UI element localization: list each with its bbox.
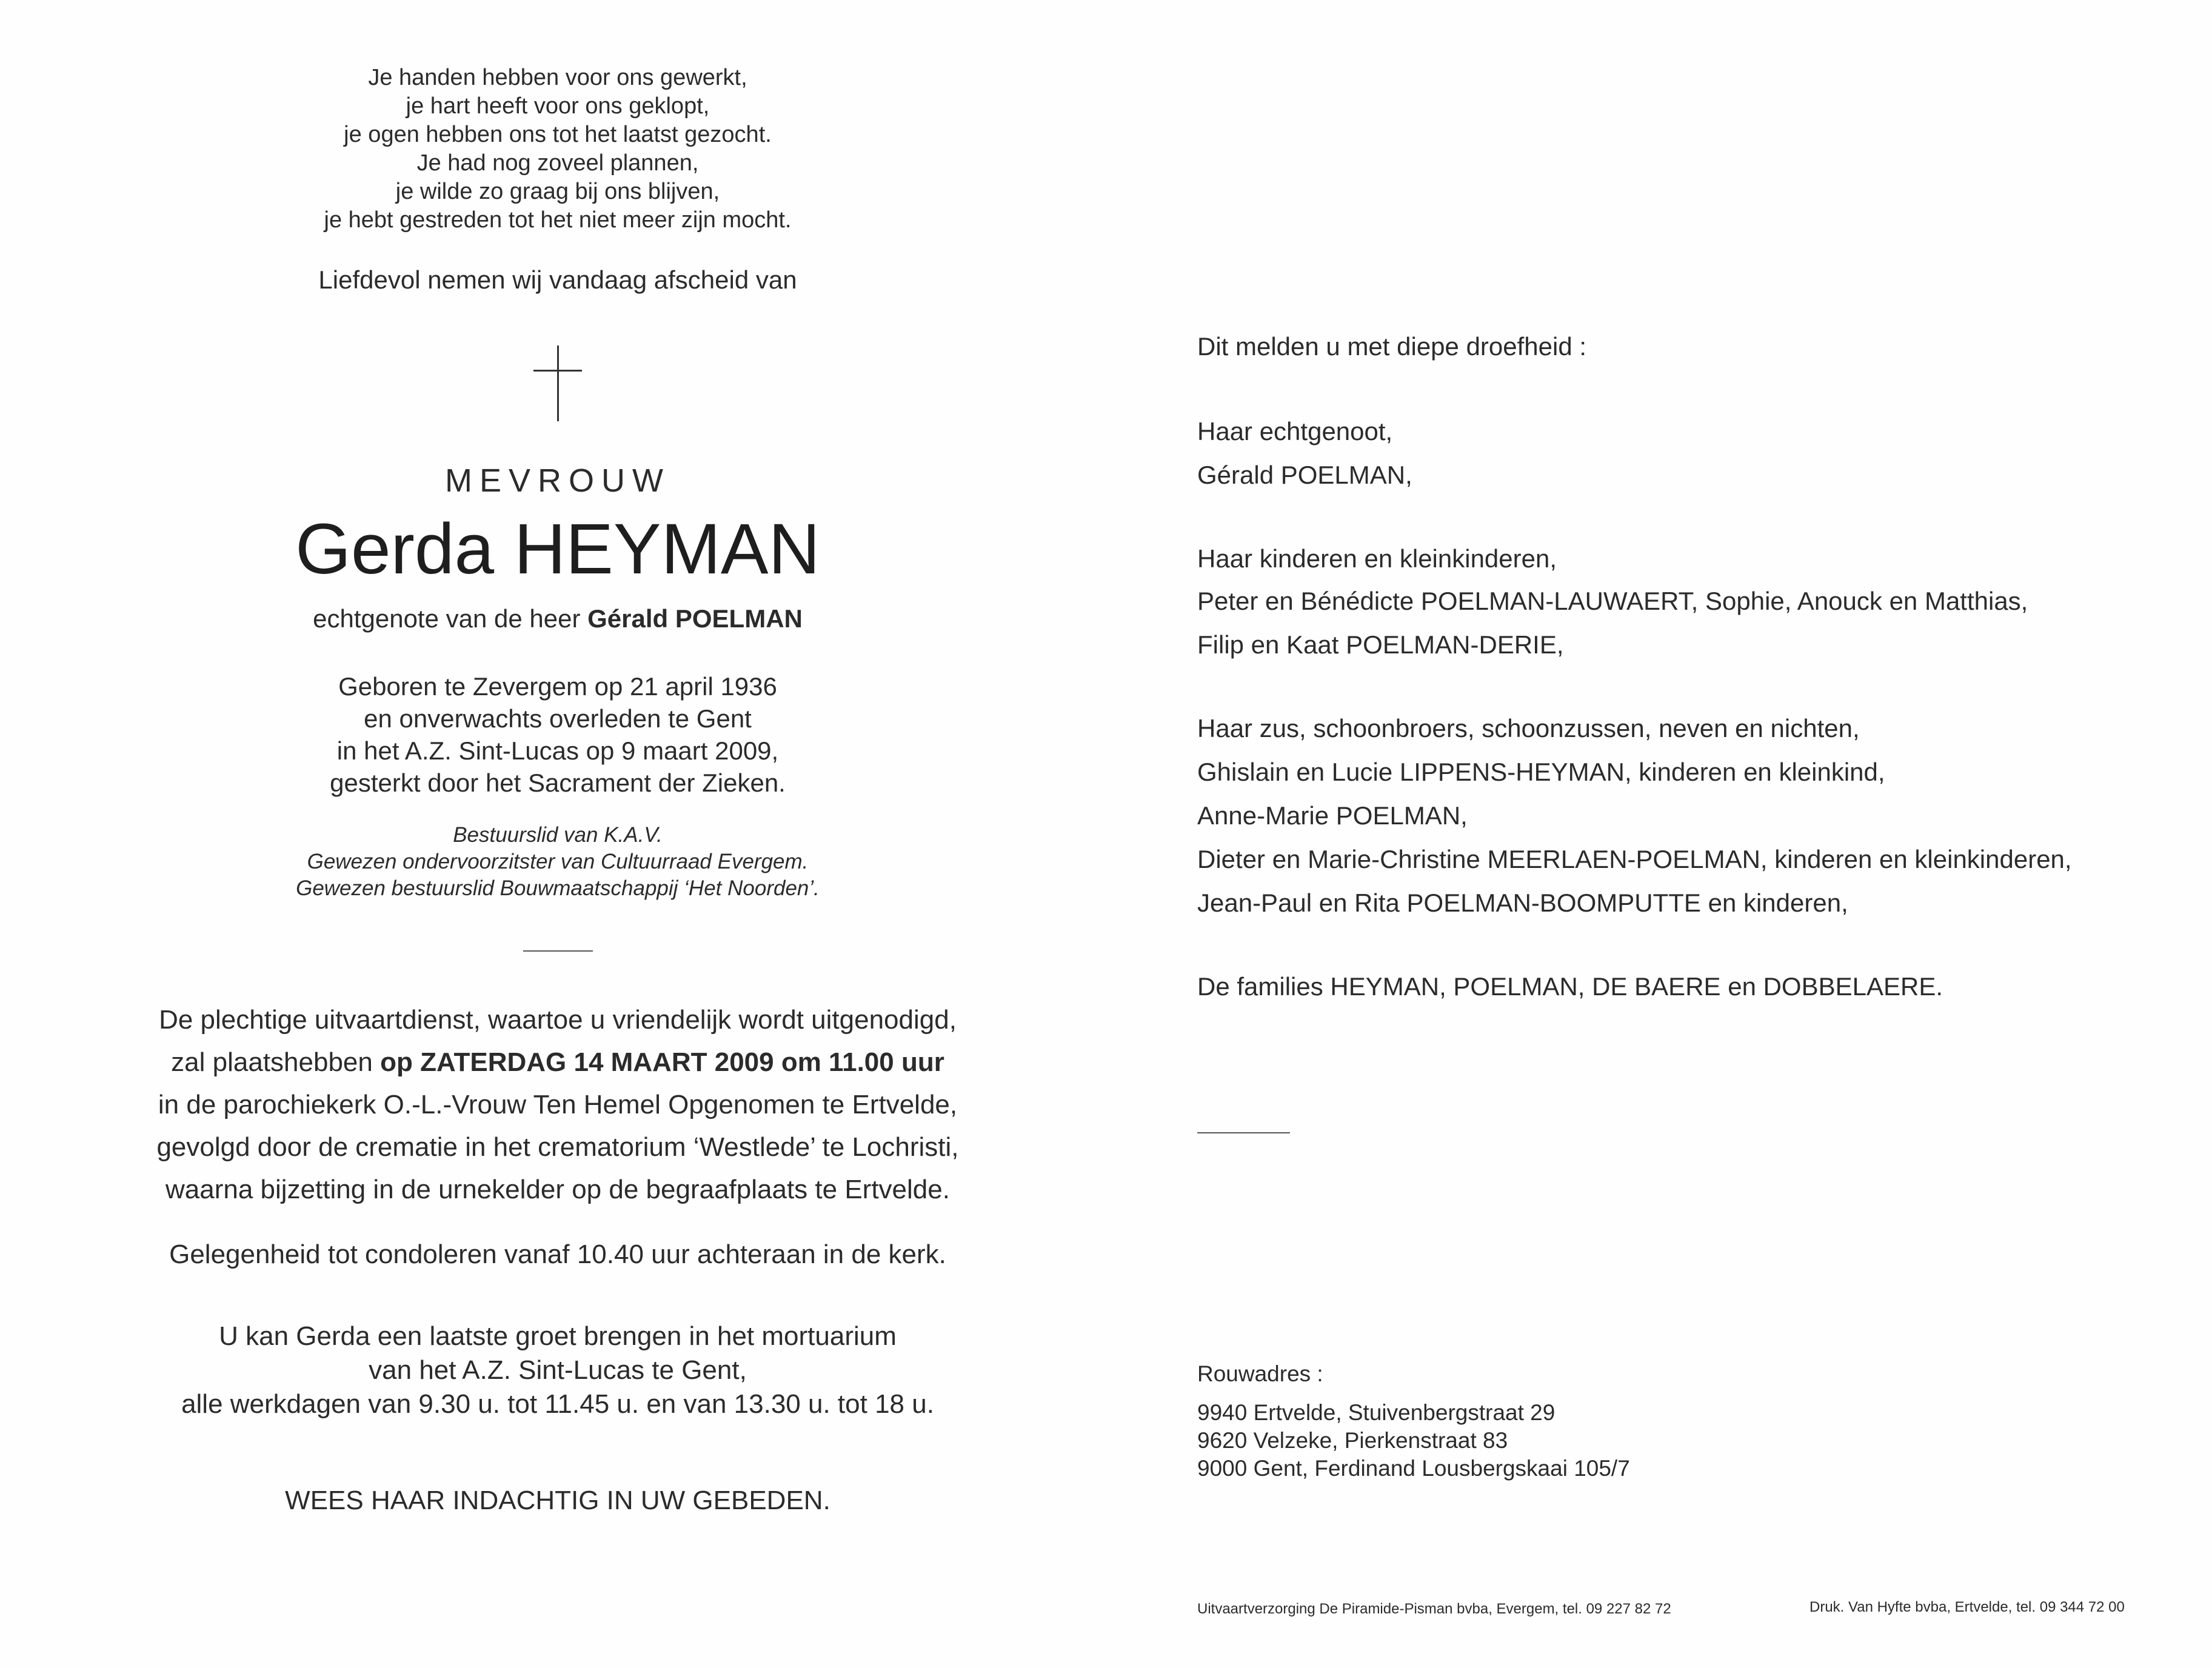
relatives-heading: Haar zus, schoonbroers, schoonzussen, neven en nichten, bbox=[1197, 714, 1860, 742]
honorific-title: MEVROUW bbox=[445, 462, 670, 499]
birth-line: Geboren te Zevergem op 21 april 1936 bbox=[338, 672, 777, 701]
deceased-name: Gerda HEYMAN bbox=[295, 509, 820, 589]
role-line: Gewezen bestuurslid Bouwmaatschappij ‘Het Noorden’. bbox=[296, 876, 820, 900]
children-line: Filip en Kaat POELMAN-DERIE, bbox=[1197, 630, 1564, 659]
announce-line: Dit melden u met diepe droefheid : bbox=[1197, 332, 1587, 361]
families-line: De families HEYMAN, POELMAN, DE BAERE en DOBBELAERE. bbox=[1197, 972, 1943, 1001]
spouse-name: Gérald POELMAN bbox=[587, 604, 803, 633]
address-line: 9000 Gent, Ferdinand Lousbergskaai 105/7 bbox=[1197, 1456, 1630, 1481]
birth-line: in het A.Z. Sint-Lucas op 9 maart 2009, bbox=[336, 736, 779, 765]
children-heading: Haar kinderen en kleinkinderen, bbox=[1197, 544, 1557, 573]
relatives-line: Jean-Paul en Rita POELMAN-BOOMPUTTE en kinderen, bbox=[1197, 889, 1848, 917]
role-line: Gewezen ondervoorzitster van Cultuurraad Evergem. bbox=[307, 850, 809, 873]
funeral-line bbox=[0, 1041, 1115, 1084]
relatives-line: Anne-Marie POELMAN, bbox=[1197, 801, 1468, 830]
divider bbox=[523, 950, 593, 952]
poem-line: je ogen hebben ons tot het laatst gezocht. bbox=[344, 122, 772, 147]
poem-line: Je had nog zoveel plannen, bbox=[416, 150, 699, 176]
prayer-line: WEES HAAR INDACHTIG IN UW GEBEDEN. bbox=[285, 1486, 830, 1515]
mortuary-line: U kan Gerda een laatste groet brengen in het mortuarium bbox=[219, 1321, 897, 1351]
birth-line: gesterkt door het Sacrament der Zieken. bbox=[330, 769, 786, 797]
funeral-line: waarna bijzetting in de urnekelder op de begraafplaats te Ertvelde. bbox=[165, 1175, 950, 1204]
birth-line: en onverwachts overleden te Gent bbox=[364, 704, 752, 733]
intro-text: Liefdevol nemen wij vandaag afscheid van bbox=[318, 265, 797, 294]
roles bbox=[0, 822, 1115, 902]
divider bbox=[1197, 1132, 1290, 1133]
poem bbox=[0, 64, 1115, 235]
poem-line: je wilde zo graag bij ons blijven, bbox=[395, 179, 720, 204]
mortuary-line: alle werkdagen van 9.30 u. tot 11.45 u. en van 13.30 u. tot 18 u. bbox=[181, 1389, 934, 1419]
poem-line: je hebt gestreden tot het niet meer zijn mocht. bbox=[324, 207, 792, 233]
printer-credit: Druk. Van Hyfte bvba, Ertvelde, tel. 09 344 72 00 bbox=[1809, 1599, 2125, 1615]
funeral-line: gevolgd door de crematie in het crematorium ‘Westlede’ te Lochristi, bbox=[156, 1132, 959, 1162]
address-line: 9620 Velzeke, Pierkenstraat 83 bbox=[1197, 1428, 1508, 1453]
funeral-line: in de parochiekerk O.-L.-Vrouw Ten Hemel Opgenomen te Ertvelde, bbox=[158, 1090, 958, 1119]
role-line: Bestuurslid van K.A.V. bbox=[453, 823, 663, 847]
funeral-line-prefix: zal plaatshebben bbox=[171, 1047, 373, 1077]
mortuary-info bbox=[0, 1319, 1115, 1421]
children-line: Peter en Bénédicte POELMAN-LAUWAERT, Sophie, Anouck en Matthias, bbox=[1197, 587, 2028, 615]
funeral-date: op ZATERDAG 14 MAART 2009 om 11.00 uur bbox=[380, 1047, 944, 1077]
undertaker-credit: Uitvaartverzorging De Piramide-Pisman bvba, Evergem, tel. 09 227 82 72 bbox=[1197, 1601, 1671, 1617]
address-heading: Rouwadres : bbox=[1197, 1361, 1323, 1386]
poem-line: je hart heeft voor ons geklopt, bbox=[406, 93, 710, 119]
birth-death-info bbox=[0, 670, 1115, 799]
poem-line: Je handen hebben voor ons gewerkt, bbox=[368, 65, 747, 90]
husband-heading: Haar echtgenoot, bbox=[1197, 417, 1393, 445]
cross-icon bbox=[533, 345, 582, 421]
spouse-line bbox=[0, 604, 1115, 633]
spouse-prefix: echtgenote van de heer bbox=[313, 604, 581, 633]
husband-name: Gérald POELMAN, bbox=[1197, 461, 1412, 489]
relatives-line: Ghislain en Lucie LIPPENS-HEYMAN, kinderen en kleinkind, bbox=[1197, 758, 1885, 786]
funeral-info bbox=[0, 999, 1115, 1211]
condolence-info: Gelegenheid tot condoleren vanaf 10.40 uur achteraan in de kerk. bbox=[169, 1239, 946, 1269]
relatives-line: Dieter en Marie-Christine MEERLAEN-POELMAN, kinderen en kleinkinderen, bbox=[1197, 845, 2072, 873]
mortuary-line: van het A.Z. Sint-Lucas te Gent, bbox=[369, 1355, 747, 1385]
funeral-line: De plechtige uitvaartdienst, waartoe u vriendelijk wordt uitgenodigd, bbox=[159, 1005, 957, 1035]
address-line: 9940 Ertvelde, Stuivenbergstraat 29 bbox=[1197, 1400, 1555, 1425]
